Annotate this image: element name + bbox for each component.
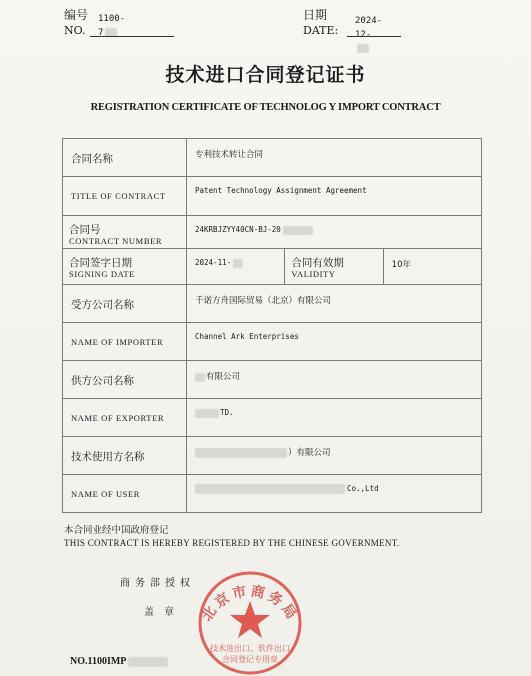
- contract-number-label-en: CONTRACT NUMBER: [69, 236, 163, 246]
- table-row: [63, 177, 482, 216]
- contract-number-label-cn: 合同号: [69, 224, 101, 236]
- table-row: [63, 323, 482, 361]
- contract-title-label: TITLE OF CONTRACT: [71, 191, 166, 201]
- number-label-cn: 编号: [64, 8, 89, 22]
- number-field: [64, 8, 126, 38]
- seal-bottom-text-2: 合同登记专用章: [222, 655, 278, 664]
- title-en: REGISTRATION CERTIFICATE OF TECHNOLOG Y IMPORT CONTRACT: [90, 102, 441, 113]
- table-row: [63, 361, 482, 399]
- date-label-cn: 日期: [303, 8, 328, 22]
- certificate-number: NO.1100IMP: [70, 656, 168, 667]
- date-label-en: DATE:: [303, 24, 339, 37]
- title-cn: 技术进口合同登记证书: [165, 64, 366, 86]
- seal-bottom-text: 技术进出口、软件出口: [210, 644, 290, 653]
- table-row: [63, 249, 482, 285]
- user-cn-value: ）有限公司: [288, 448, 331, 458]
- exporter-cn-value: 有限公司: [206, 372, 241, 382]
- registration-statement-cn: 本合同业经中国政府登记: [64, 525, 169, 536]
- authorization-text: 商务部授权: [120, 578, 195, 589]
- importer-en-label: NAME OF IMPORTER: [71, 337, 164, 347]
- exporter-cn-label: 供方公司名称: [71, 375, 134, 387]
- signing-date-label-en: SIGNING DATE: [69, 269, 135, 279]
- official-seal-icon: [190, 565, 310, 675]
- seal-top-text: 北京市商务局: [199, 583, 301, 625]
- number-label-en: NO.: [64, 24, 86, 37]
- user-en-label: NAME OF USER: [71, 489, 141, 499]
- importer-cn-value: 千诺方舟国际贸易（北京）有限公司: [195, 296, 332, 306]
- user-en-value: Co.,Ltd: [347, 484, 379, 493]
- importer-cn-label: 受方公司名称: [71, 299, 134, 311]
- validity-label-cn: 合同有效期: [291, 257, 344, 269]
- signing-date-label-cn: 合同签字日期: [69, 257, 132, 269]
- exporter-en-value: TD.: [220, 408, 234, 417]
- user-cn-label: 技术使用方名称: [71, 451, 145, 463]
- number-value: 1100-7: [98, 14, 126, 38]
- exporter-en-label: NAME OF EXPORTER: [71, 413, 165, 423]
- signing-date-value: 2024-11-: [195, 258, 232, 267]
- table-row: [63, 437, 482, 475]
- stamp-label: 盖章: [144, 607, 184, 618]
- validity-label-en: VALIDITY: [291, 269, 336, 279]
- contract-name-label: 合同名称: [71, 153, 113, 165]
- contract-title-value: Patent Technology Assignment Agreement: [195, 186, 367, 195]
- contract-table: [62, 138, 482, 513]
- importer-en-value: Channel Ark Enterprises: [195, 332, 299, 341]
- registration-statement-en: THIS CONTRACT IS HEREBY REGISTERED BY THE CHINESE GOVERNMENT.: [64, 538, 400, 548]
- date-underline: [347, 36, 401, 37]
- validity-value: 10年: [391, 260, 411, 270]
- table-row: [63, 285, 482, 323]
- contract-number-value: 24KRBJZYY40CN-BJ-20: [195, 225, 281, 234]
- date-field: [303, 8, 383, 40]
- table-row: [63, 139, 482, 177]
- number-underline: [90, 36, 174, 37]
- table-row: [63, 475, 482, 513]
- contract-name-value: 专利技术转让合同: [195, 150, 264, 160]
- table-row: [63, 216, 482, 249]
- date-value: 2024-12-: [355, 14, 382, 56]
- table-row: [63, 399, 482, 437]
